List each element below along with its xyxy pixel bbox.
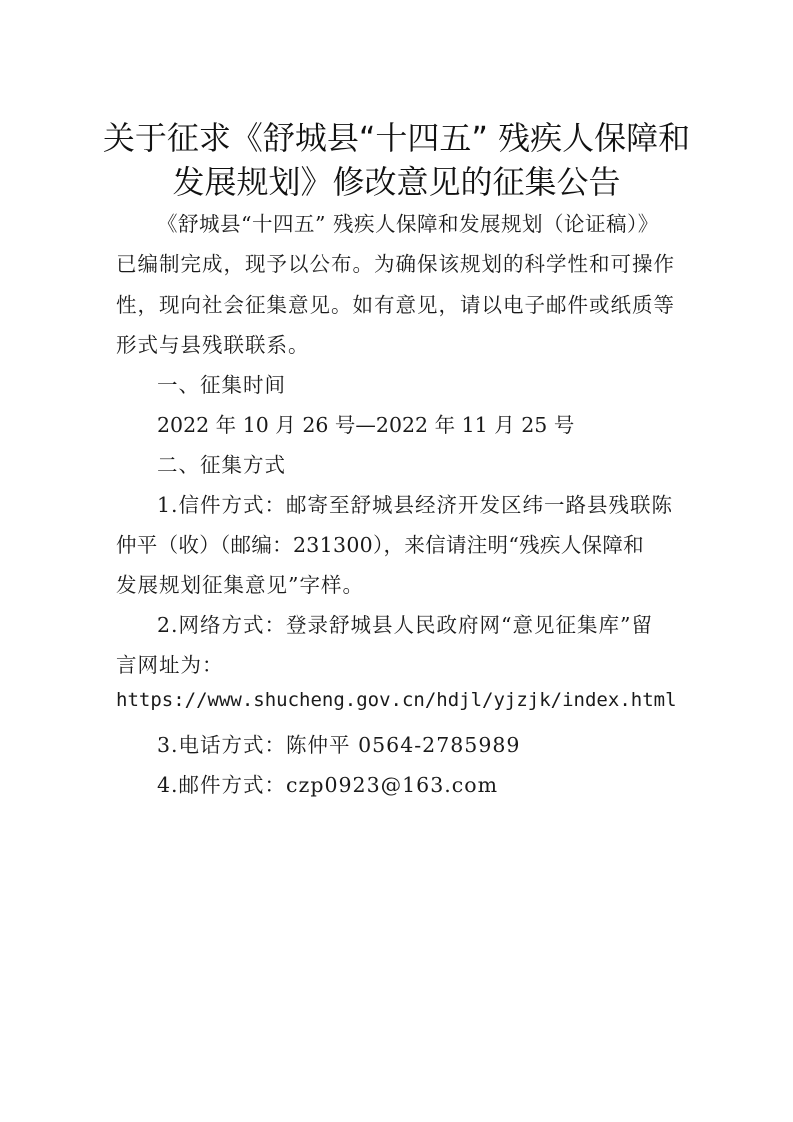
method-2-line-1: 2.网络方式：登录舒城县人民政府网“意见征集库”留 [157, 613, 654, 637]
section-1-heading: 一、征集时间 [157, 373, 286, 397]
intro-line-3: 性，现向社会征集意见。如有意见，请以电子邮件或纸质等 [116, 293, 675, 317]
method-1-line-3: 发展规划征集意见”字样。 [116, 573, 364, 597]
method-4-email: 4.邮件方式：czp0923@163.com [157, 773, 499, 797]
website-url: https://www.shucheng.gov.cn/hdjl/yjzjk/index.html [116, 689, 677, 711]
method-1-line-1: 1.信件方式：邮寄至舒城县经济开发区纬一路县残联陈 [157, 493, 674, 517]
title-line-1: 关于征求《舒城县“十四五” 残疾人保障和 [102, 119, 691, 157]
section-2-heading: 二、征集方式 [157, 453, 286, 477]
intro-line-2: 已编制完成，现予以公布。为确保该规划的科学性和可操作 [116, 252, 675, 276]
intro-line-4: 形式与县残联联系。 [116, 333, 310, 357]
method-2-line-2: 言网址为： [116, 653, 224, 677]
method-1-line-2: 仲平（收）（邮编：231300），来信请注明“残疾人保障和 [116, 533, 644, 557]
intro-line-1: 《舒城县“十四五” 残疾人保障和发展规划（论证稿）》 [157, 212, 659, 236]
title-line-2: 发展规划》修改意见的征集公告 [172, 163, 621, 201]
collection-period: 2022 年 10 月 26 号—2022 年 11 月 25 号 [157, 413, 575, 437]
method-3-phone: 3.电话方式：陈仲平 0564-2785989 [157, 733, 521, 757]
